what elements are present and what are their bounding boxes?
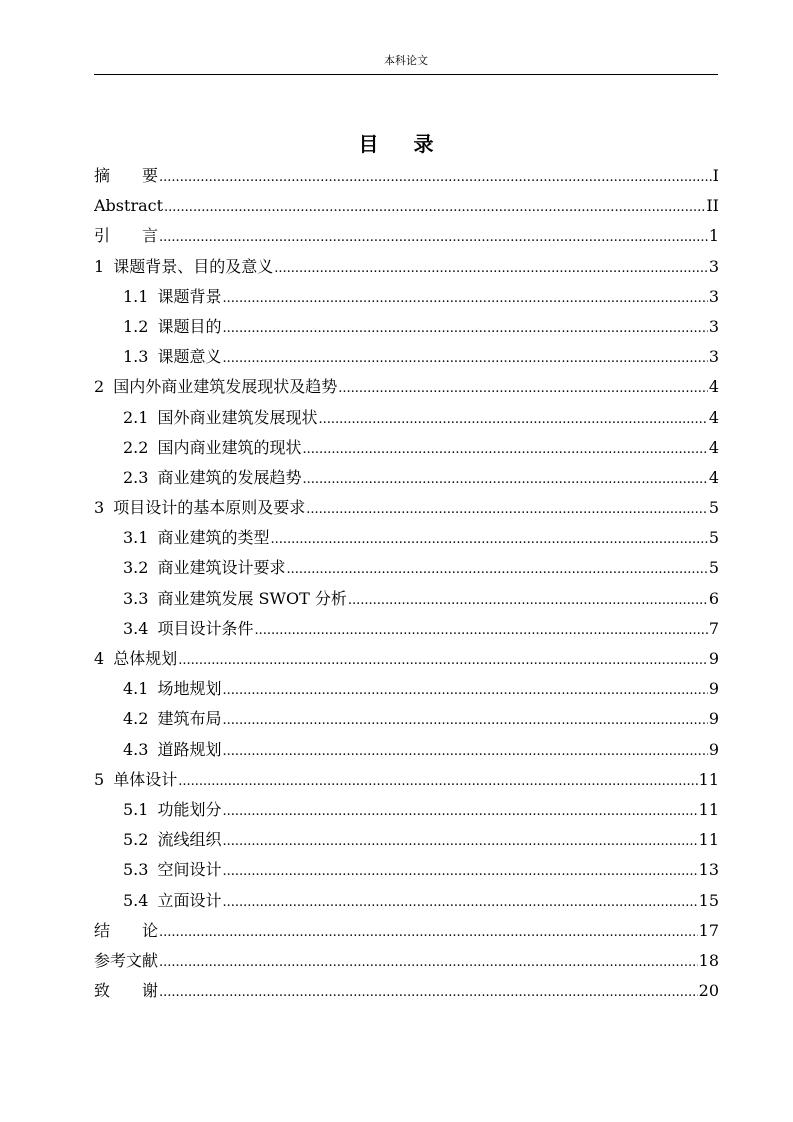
toc-entry-text: 项目设计条件 <box>157 618 254 638</box>
toc-entry-text: 商业建筑的类型 <box>157 528 270 548</box>
toc-entry-label <box>123 463 301 493</box>
dot-leader <box>302 465 707 495</box>
toc-entry-label <box>123 825 221 855</box>
toc-entry[interactable] <box>94 704 719 734</box>
toc-entry[interactable] <box>94 553 719 583</box>
toc-entry-text: 总体规划 <box>113 649 178 668</box>
toc-entry-page-number: 4 <box>708 437 719 457</box>
toc-entry-text: 摘 <box>94 166 111 185</box>
toc-entry[interactable] <box>94 886 719 916</box>
dot-leader <box>159 918 698 948</box>
running-header-title: 本科论文 <box>384 54 428 67</box>
toc-entry-label <box>123 553 285 583</box>
toc-entry-text: 课题背景 <box>157 286 222 306</box>
dot-leader <box>222 827 697 857</box>
dot-leader <box>159 948 698 978</box>
toc-entry-text: 立面设计 <box>157 890 222 910</box>
toc-entry-text: 商业建筑发展 SWOT 分析 <box>157 588 347 608</box>
toc-entry-text: 国内商业建筑的现状 <box>157 437 302 457</box>
dot-leader <box>222 676 707 706</box>
toc-entry-text-second-char: 言 <box>142 226 159 246</box>
toc-entry[interactable] <box>94 765 719 795</box>
toc-entry-label <box>94 191 163 221</box>
toc-entry-text-second-char: 谢 <box>142 981 159 1001</box>
toc-entry-number: 2 <box>94 377 105 397</box>
toc-entry[interactable] <box>94 342 719 372</box>
toc-entry-number: 3.1 <box>123 528 149 548</box>
toc-entry-label <box>123 584 347 614</box>
dot-leader <box>222 857 697 887</box>
toc-entry-page-number: 15 <box>698 890 719 910</box>
toc-entry-text: 空间设计 <box>157 860 222 880</box>
dot-leader <box>159 223 708 253</box>
dot-leader <box>222 314 707 344</box>
toc-entry-page-number: 9 <box>708 679 719 699</box>
toc-entry-text: 商业建筑的发展趋势 <box>157 467 302 487</box>
toc-entry-text: 功能划分 <box>157 799 222 819</box>
dot-leader <box>286 555 707 585</box>
toc-entry-page-number: 6 <box>708 588 719 608</box>
toc-entry-number: 1 <box>94 256 105 276</box>
toc-entry[interactable] <box>94 674 719 704</box>
toc-entry-number: 1.3 <box>123 347 149 367</box>
toc-entry-label <box>123 403 317 433</box>
toc-entry-label <box>123 886 221 916</box>
toc-entry[interactable] <box>94 282 719 312</box>
toc-entry-text: 结 <box>94 920 111 940</box>
toc-entry[interactable] <box>94 433 719 463</box>
toc-entry-text: Abstract <box>94 196 164 216</box>
toc-entry-label <box>123 674 221 704</box>
toc-entry[interactable] <box>94 221 719 251</box>
toc-entry-number: 3.2 <box>123 558 149 578</box>
toc-entry[interactable] <box>94 161 719 191</box>
dot-leader <box>222 888 697 918</box>
toc-entry-page-number: 9 <box>708 649 719 668</box>
toc-entry-page-number: II <box>706 196 719 216</box>
dot-leader <box>348 586 708 616</box>
toc-entry-text: 商业建筑设计要求 <box>157 558 286 578</box>
toc-entry-page-number: 3 <box>708 347 719 367</box>
toc-entry-number: 2.3 <box>123 467 149 487</box>
toc-entry-label <box>123 795 221 825</box>
dot-leader <box>338 374 708 404</box>
toc-entry-page-number: 11 <box>698 769 719 789</box>
toc-entry[interactable] <box>94 463 719 493</box>
toc-entry-text: 单体设计 <box>113 769 178 789</box>
toc-entry[interactable] <box>94 523 719 553</box>
toc-entry-page-number: 4 <box>708 377 719 397</box>
dot-leader <box>178 646 708 676</box>
toc-entry[interactable] <box>94 855 719 885</box>
toc-entry-label <box>94 946 158 976</box>
dot-leader <box>274 254 708 284</box>
toc-entry-page-number: 5 <box>708 498 719 518</box>
toc-entry-page-number: 3 <box>708 256 719 276</box>
toc-entry-page-number: 17 <box>698 920 719 940</box>
toc-entry[interactable] <box>94 825 719 855</box>
toc-entry-label <box>123 312 221 342</box>
toc-entry-page-number: 1 <box>708 226 719 246</box>
dot-leader <box>159 978 698 1008</box>
toc-entry-number: 1.1 <box>123 286 149 306</box>
dot-leader <box>254 616 707 646</box>
toc-entry-text-second-char: 要 <box>142 166 159 185</box>
toc-entry-text: 项目设计的基本原则及要求 <box>113 498 306 518</box>
toc-entry-text: 国内外商业建筑发展现状及趋势 <box>113 377 338 397</box>
dot-leader <box>159 163 712 193</box>
dot-leader <box>178 767 697 797</box>
toc-entry-page-number: 5 <box>708 528 719 548</box>
toc-entry-page-number: 20 <box>698 981 719 1001</box>
toc-entry-label <box>123 523 269 553</box>
toc-entry-number: 3.3 <box>123 588 149 608</box>
toc-entry-text: 国外商业建筑发展现状 <box>157 407 318 427</box>
toc-entry-text: 建筑布局 <box>157 709 222 729</box>
toc-entry-number: 5.3 <box>123 860 149 880</box>
toc-entry-page-number: 9 <box>708 709 719 729</box>
toc-entry-page-number: 7 <box>708 618 719 638</box>
toc-entry-page-number: 18 <box>698 950 719 970</box>
toc-entry-page-number: 4 <box>708 467 719 487</box>
toc-entry-text: 流线组织 <box>157 830 222 850</box>
toc-entry-number: 2.1 <box>123 407 149 427</box>
toc-entry-label <box>94 765 177 795</box>
toc-entry-label <box>94 372 337 402</box>
dot-leader <box>222 284 707 314</box>
toc-entry-text: 致 <box>94 981 111 1001</box>
toc-entry-number: 1.2 <box>123 316 149 336</box>
toc-entry-text: 道路规划 <box>157 739 222 759</box>
toc-entry[interactable] <box>94 191 719 221</box>
dot-leader <box>164 193 705 223</box>
toc-entry-number: 2.2 <box>123 437 149 457</box>
dot-leader <box>222 706 707 736</box>
toc-entry-page-number: 11 <box>698 830 719 850</box>
toc-entry-page-number: I <box>712 166 719 185</box>
toc-entry[interactable] <box>94 372 719 402</box>
toc-entry-label <box>94 252 273 282</box>
toc-entry[interactable] <box>94 312 719 342</box>
toc-entry-label <box>94 916 158 946</box>
toc-entry-page-number: 4 <box>708 407 719 427</box>
toc-entry-page-number: 5 <box>708 558 719 578</box>
toc-entry[interactable] <box>94 946 719 976</box>
toc-entry-text: 课题意义 <box>157 347 222 367</box>
toc-entry-number: 4.2 <box>123 709 149 729</box>
toc-entry[interactable] <box>94 916 719 946</box>
toc-entry-number: 4.1 <box>123 679 149 699</box>
toc-entry[interactable] <box>94 614 719 644</box>
toc-entry[interactable] <box>94 252 719 282</box>
toc-entry[interactable] <box>94 644 719 674</box>
toc-entry-number: 3.4 <box>123 618 149 638</box>
toc-entry-page-number: 11 <box>698 799 719 819</box>
toc-entry-number: 5.2 <box>123 830 149 850</box>
toc-entry-label <box>123 342 221 372</box>
toc-entry-label <box>94 644 177 674</box>
toc-entry-number: 4 <box>94 649 105 668</box>
toc-heading-char-1: 目 <box>358 132 380 156</box>
toc-entry-text: 引 <box>94 226 111 246</box>
dot-leader <box>306 495 708 525</box>
toc-entry-label <box>94 976 158 1006</box>
toc-entry-label <box>123 282 221 312</box>
toc-heading-char-2: 录 <box>413 132 435 156</box>
toc-entry[interactable] <box>94 735 719 765</box>
toc-entry-number: 5.4 <box>123 890 149 910</box>
toc-entry-text-second-char: 论 <box>142 920 159 940</box>
toc-entry-number: 5.1 <box>123 799 149 819</box>
toc-entry-page-number: 3 <box>708 316 719 336</box>
toc-entry-text: 课题背景、目的及意义 <box>113 256 274 276</box>
toc-entry-label <box>123 735 221 765</box>
table-of-contents <box>94 161 719 1006</box>
toc-entry-label <box>123 614 253 644</box>
dot-leader <box>270 525 707 555</box>
toc-entry[interactable] <box>94 976 719 1006</box>
dot-leader <box>222 797 697 827</box>
dot-leader <box>318 405 707 435</box>
toc-heading <box>0 130 793 158</box>
toc-entry-label <box>123 855 221 885</box>
toc-entry-label <box>94 221 158 251</box>
toc-entry-number: 5 <box>94 769 105 789</box>
toc-entry-label <box>94 161 158 191</box>
toc-entry-page-number: 13 <box>698 860 719 880</box>
toc-entry-text: 参考文献 <box>94 950 159 970</box>
toc-entry[interactable] <box>94 584 719 614</box>
toc-entry-page-number: 3 <box>708 286 719 306</box>
dot-leader <box>222 344 707 374</box>
toc-entry-label <box>94 493 305 523</box>
toc-entry-text: 场地规划 <box>157 679 222 699</box>
toc-entry[interactable] <box>94 795 719 825</box>
toc-entry-number: 4.3 <box>123 739 149 759</box>
toc-entry-number: 3 <box>94 498 105 518</box>
toc-entry-label <box>123 704 221 734</box>
toc-entry-label <box>123 433 301 463</box>
toc-entry-page-number: 9 <box>708 739 719 759</box>
running-header <box>94 54 718 75</box>
toc-entry[interactable] <box>94 493 719 523</box>
toc-entry-text: 课题目的 <box>157 316 222 336</box>
dot-leader <box>302 435 707 465</box>
dot-leader <box>222 737 707 767</box>
toc-entry[interactable] <box>94 403 719 433</box>
